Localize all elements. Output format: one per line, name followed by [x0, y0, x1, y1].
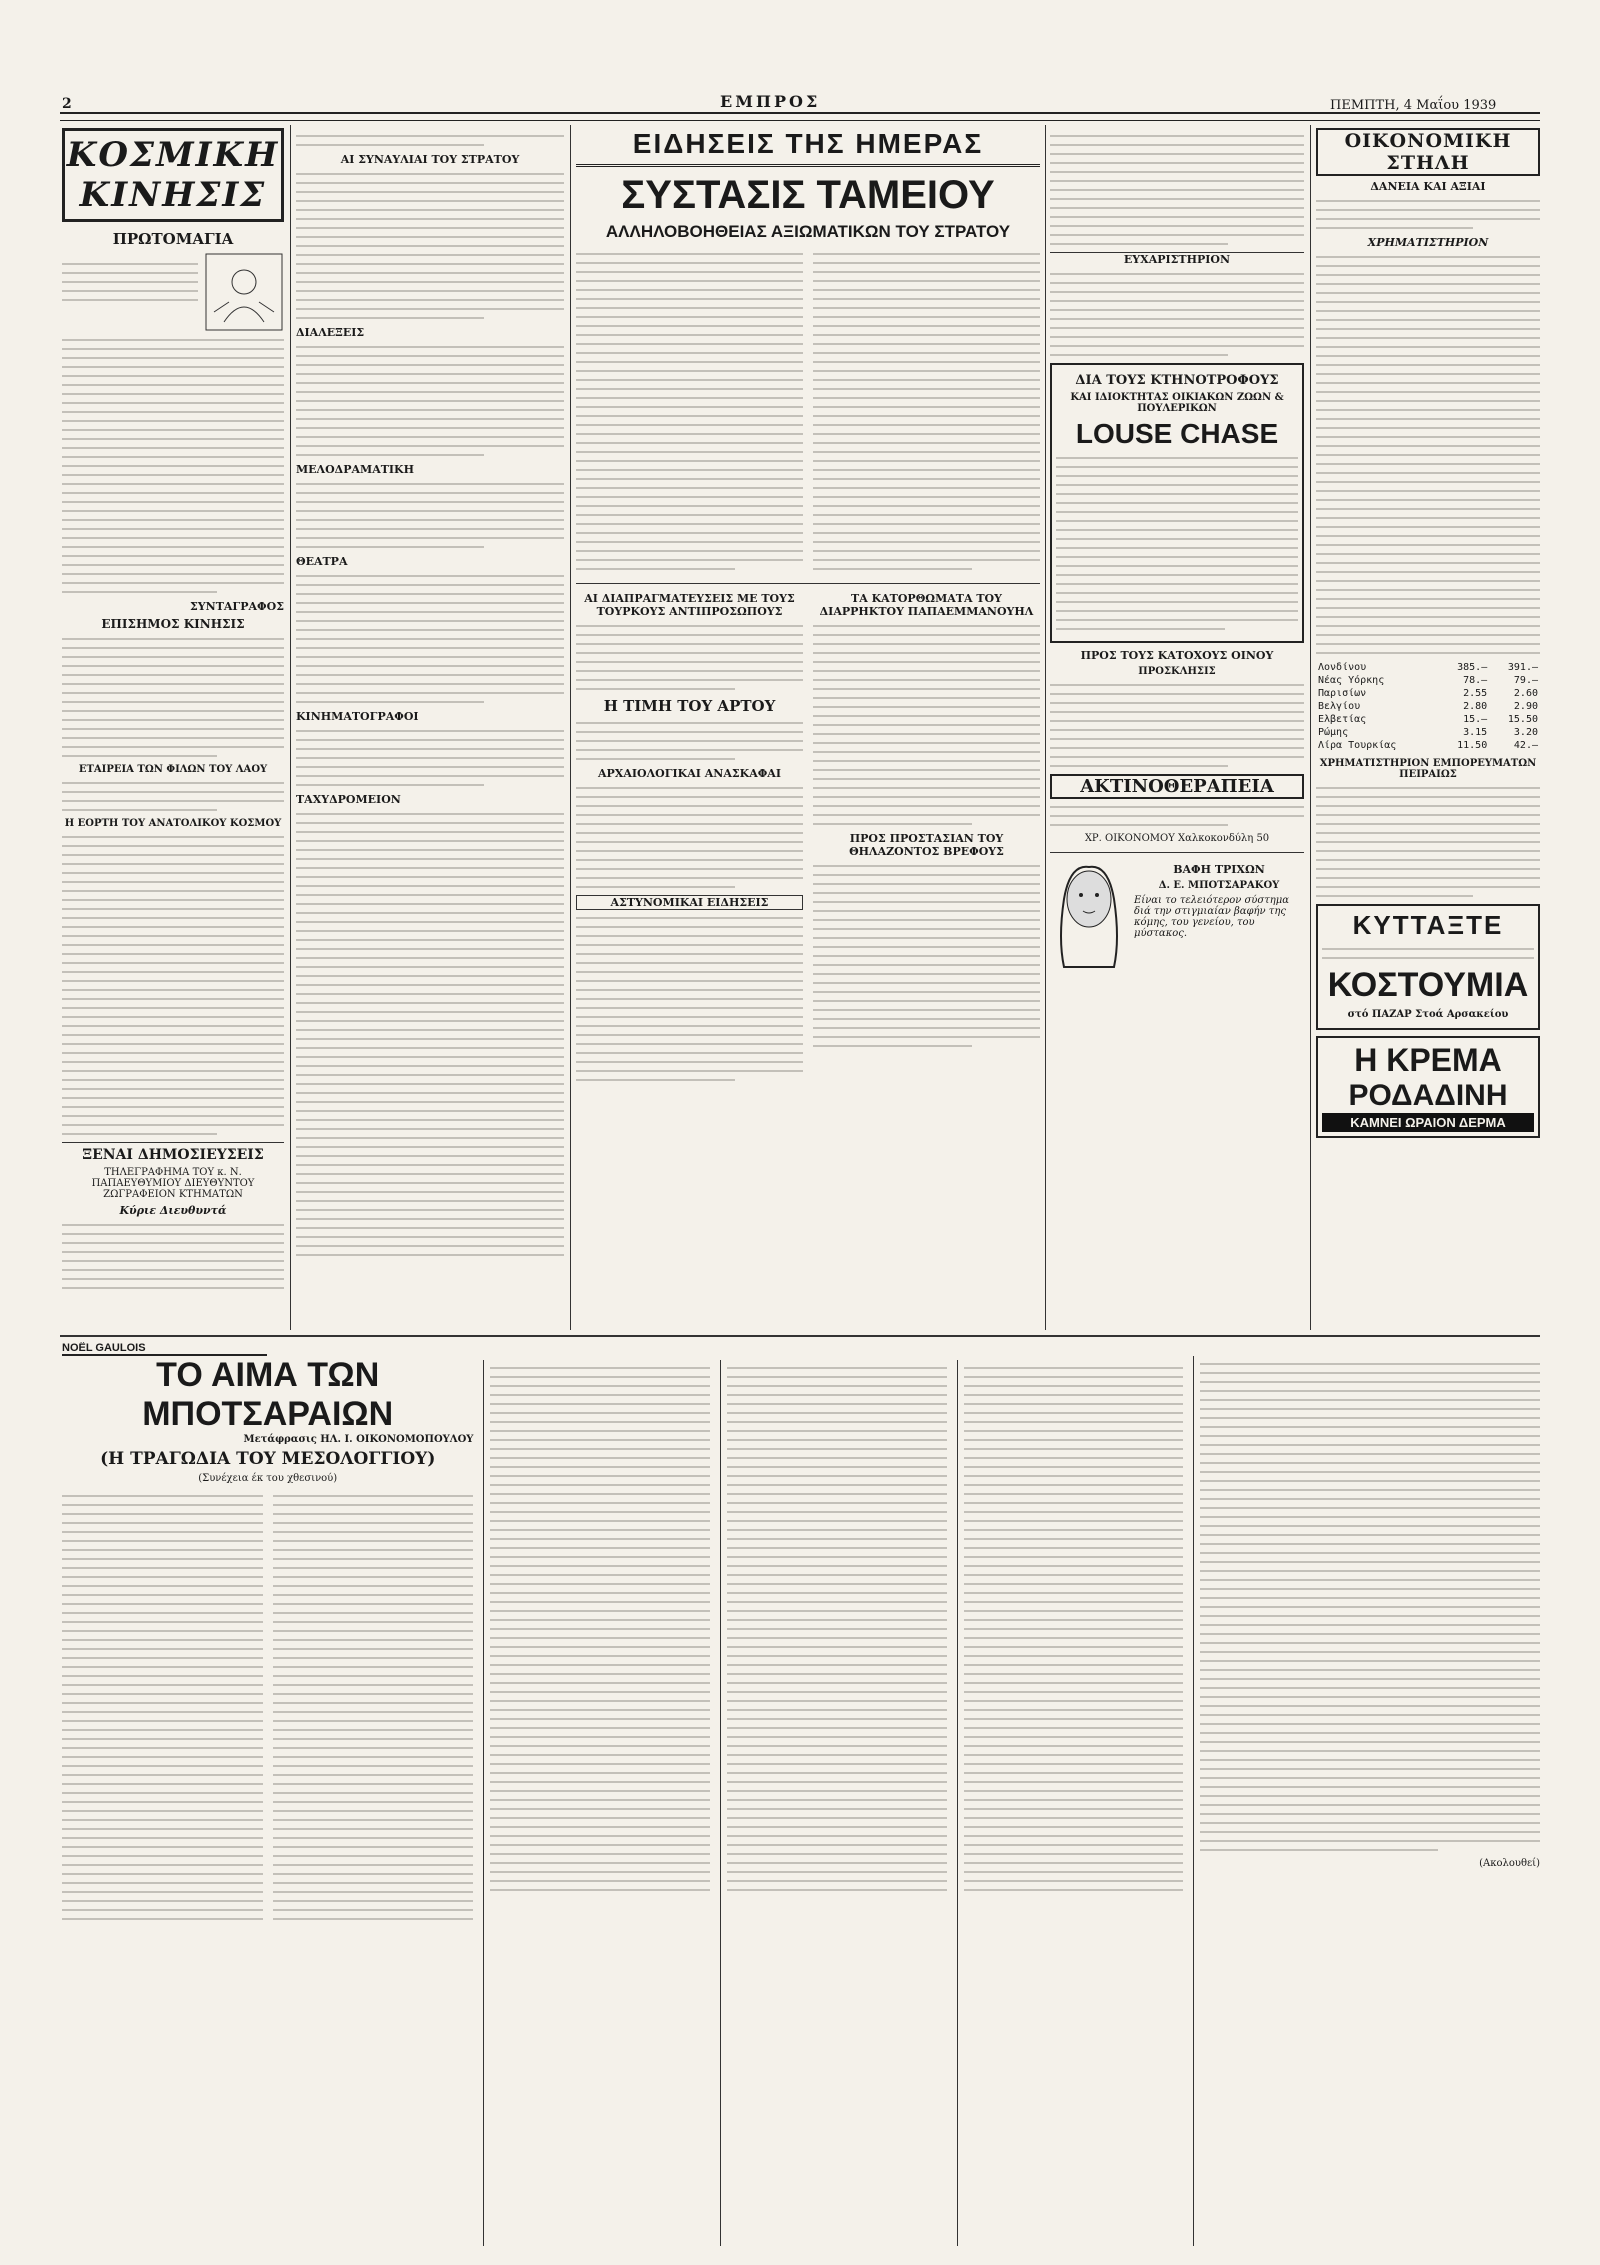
text-block	[813, 625, 1040, 825]
section-title-etaireia: ΕΤΑΙΡΕΙΑ ΤΩΝ ΦΙΛΩΝ ΤΟΥ ΛΑΟΥ	[78, 764, 268, 775]
ad-krema-line1: Η ΚΡΕΜΑ	[1354, 1042, 1502, 1078]
price-table	[1316, 256, 1540, 654]
heading-diapragmateuseis: ΑΙ ΔΙΑΠΡΑΓΜΑΤΕΥΣΕΙΣ ΜΕ ΤΟΥΣ ΤΟΥΡΚΟΥΣ ΑΝΤΙΠΡΟΣΩΠΟΥΣ	[584, 592, 795, 618]
text-block	[62, 1224, 284, 1289]
ad-krema-rodadini	[1316, 1036, 1540, 1138]
column-news-of-day	[576, 128, 1040, 1333]
text-block	[296, 346, 564, 456]
text-block	[62, 339, 284, 593]
column-notices	[1050, 128, 1304, 1333]
section-title-xenai: ΞΕΝΑΙ ΔΗΜΟΣΙΕΥΣΕΙΣ	[62, 1142, 284, 1163]
text-block	[1200, 1363, 1540, 1851]
text-block	[62, 836, 284, 1135]
heading-katoxous-oinou: ΠΡΟΣ ΤΟΥΣ ΚΑΤΟΧΟΥΣ ΟΙΝΟΥ	[1080, 649, 1274, 662]
section-title-episimos: ΕΠΙΣΗΜΟΣ ΚΙΝΗΣΙΣ	[101, 617, 245, 631]
fx-cell-name: Λονδίνου	[1318, 662, 1367, 673]
text-block	[576, 625, 803, 690]
finance-subtitle-chrimatistirion: ΧΡΗΜΑΤΙΣΤΗΡΙΟΝ	[1367, 236, 1489, 249]
text-block	[1050, 684, 1304, 767]
fx-cell-b: 42.—	[1513, 740, 1538, 751]
fx-cell-a: 11.50	[1457, 740, 1488, 751]
text-block	[1056, 457, 1298, 630]
ad-krema-line2: ΡΟΔΑΔΙΝΗ	[1348, 1079, 1508, 1112]
heading-astynomikai: ΑΣΤΥΝΟΜΙΚΑΙ ΕΙΔΗΣΕΙΣ	[576, 895, 803, 910]
fx-cell-name: Νέας Υόρκης	[1318, 675, 1385, 686]
fx-cell-b: 2.90	[1513, 701, 1538, 712]
ad-vafi-maker: Δ. Ε. ΜΠΟΤΣΑΡΑΚΟΥ	[1158, 880, 1280, 891]
text-block	[273, 1488, 474, 1927]
serial-column-5	[1193, 1356, 1540, 2246]
fx-cell-a: 78.—	[1463, 675, 1488, 686]
text-block	[62, 1488, 263, 1927]
heading-taxydromeion: ΤΑΧΥΔΡΟΜΕΙΟΝ	[296, 793, 401, 806]
heading-theatra: ΘΕΑΤΡΑ	[296, 555, 348, 568]
ad-line-ktinotrofous: ΔΙΑ ΤΟΥΣ ΚΤΗΝΟΤΡΟΦΟΥΣ	[1075, 373, 1279, 388]
heading-melodramatiki: ΜΕΛΟΔΡΑΜΑΤΙΚΗ	[296, 463, 415, 476]
serial-end-note: (Ακολουθεί)	[1479, 1858, 1540, 1869]
letter-salutation: Κύριε Διευθυντά	[119, 1204, 227, 1217]
ad-krema-line3: ΚΑΜΝΕΙ ΩΡΑΙΟΝ ΔΕΡΜΑ	[1322, 1113, 1534, 1132]
text-block	[1050, 273, 1304, 356]
serial-column-2	[483, 1360, 710, 2246]
serial-column-3	[720, 1360, 947, 2246]
ad-kostoumia	[1316, 904, 1540, 1030]
fx-cell-a: 15.—	[1463, 714, 1488, 725]
section-rule	[60, 1335, 1540, 1337]
page-number: 2	[62, 96, 72, 112]
ad-vafi-trichon	[1050, 852, 1304, 969]
serial-label: NOËL GAULOIS	[62, 1342, 267, 1356]
text-block	[813, 865, 1040, 1047]
text-block	[576, 917, 803, 1081]
ad-vafi-slogan: Είναι το τελειότερον σύστημα διά την στιγμιαίαν βαφήν της κόμης, του γενείου, του μύστακος.	[1134, 895, 1289, 939]
decorative-vignette-icon	[204, 252, 284, 332]
fx-cell-name: Λίρα Τουρκίας	[1318, 740, 1397, 751]
kicker-eidiseis: ΕΙΔΗΣΕΙΣ ΤΗΣ ΗΜΕΡΑΣ	[576, 128, 1040, 167]
exchange-rate-table	[1316, 661, 1540, 752]
masthead-rule	[60, 112, 1540, 121]
fx-row	[1316, 700, 1540, 713]
text-block	[576, 787, 803, 888]
fx-cell-name: Ρώμης	[1318, 727, 1349, 738]
text-block	[576, 246, 803, 577]
text-block	[1316, 787, 1540, 897]
heading-timi-artou: Η ΤΙΜΗ ΤΟΥ ΑΡΤΟΥ	[603, 697, 776, 715]
heading-dialexeis: ΔΙΑΛΕΞΕΙΣ	[296, 326, 365, 339]
text-block	[1322, 948, 1534, 959]
heading-archaiologikai: ΑΡΧΑΙΟΛΟΓΙΚΑΙ ΑΝΑΣΚΑΦΑΙ	[597, 767, 781, 780]
column-announcements	[296, 128, 564, 1333]
fx-cell-a: 3.15	[1463, 727, 1488, 738]
headline-systasis: ΣΥΣΤΑΣΙΣ ΤΑΜΕΙΟΥ	[621, 173, 995, 217]
fx-row	[1316, 674, 1540, 687]
text-block	[1316, 200, 1540, 229]
woman-portrait-icon	[1050, 859, 1128, 969]
fx-cell-name: Ελβετίας	[1318, 714, 1367, 725]
finance-title: ΟΙΚΟΝΟΜΙΚΗ ΣΤΗΛΗ	[1316, 128, 1540, 176]
section-title-protomagia: ΠΡΩΤΟΜΑΓΙΑ	[112, 230, 234, 248]
fx-cell-b: 15.50	[1507, 714, 1538, 725]
heading-synavlies: ΑΙ ΣΥΝΑΥΛΙΑΙ ΤΟΥ ΣΤΡΑΤΟΥ	[340, 153, 520, 166]
heading-kinimatografoi: ΚΙΝΗΜΑΤΟΓΡΑΦΟΙ	[296, 710, 419, 723]
text-block	[62, 782, 284, 811]
text-block	[1050, 806, 1304, 826]
text-block	[296, 730, 564, 786]
heading-prostasia: ΠΡΟΣ ΠΡΟΣΤΑΣΙΑΝ ΤΟΥ ΘΗΛΑΖΟΝΤΟΣ ΒΡΕΦΟΥΣ	[849, 832, 1004, 858]
serial-translator: Μετάφρασις ΗΛ. Ι. ΟΙΚΟΝΟΜΟΠΟΥΛΟΥ	[243, 1434, 474, 1445]
column-rule	[570, 125, 571, 1330]
ad-kostoumia-address: στό ΠΑΖΑΡ Στοά Αρσακείου	[1347, 1009, 1509, 1020]
text-block	[1050, 135, 1304, 245]
column-rule	[290, 125, 291, 1330]
serial-section	[62, 1342, 1540, 2252]
paper-name: ΕΜΠΡΟΣ	[720, 92, 821, 111]
text-block	[296, 575, 564, 703]
fx-row	[1316, 739, 1540, 752]
fx-cell-a: 385.—	[1457, 662, 1488, 673]
aktinotherapeia-signature: ΧΡ. ΟΙΚΟΝΟΜΟΥ Χαλκοκονδύλη 50	[1084, 833, 1270, 844]
column-kosmiki	[62, 128, 284, 1333]
byline: ΣΥΝΤΑΓΡΑΦΟΣ	[190, 600, 284, 613]
ad-kyttaxte: ΚΥΤΤΑΞΤΕ	[1352, 910, 1504, 940]
subheading-prosklisis: ΠΡΟΣΚΛΗΣΙΣ	[1138, 666, 1216, 677]
fx-cell-b: 3.20	[1513, 727, 1538, 738]
section-title-eorti: Η ΕΟΡΤΗ ΤΟΥ ΑΝΑΤΟΛΙΚΟΥ ΚΟΣΜΟΥ	[64, 818, 282, 829]
finance-subtitle-emporevmata: ΧΡΗΜΑΤΙΣΤΗΡΙΟΝ ΕΜΠΟΡΕΥΜΑΤΩΝ ΠΕΙΡΑΙΩΣ	[1319, 758, 1537, 780]
column-diapragmateuseis	[576, 588, 803, 1088]
text-block	[296, 173, 564, 319]
fx-cell-b: 2.60	[1513, 688, 1538, 699]
ad-louse-chase	[1050, 363, 1304, 643]
column-katorthomata	[813, 588, 1040, 1088]
ad-brand-louse-chase: LOUSE CHASE	[1075, 418, 1279, 449]
heading-aktinotherapeia: ΑΚΤΙΝΟΘΕΡΑΠΕΙΑ	[1050, 774, 1304, 799]
column-rule	[1045, 125, 1046, 1330]
section-subtitle-xenai: ΤΗΛΕΓΡΑΦΗΜΑ ΤΟΥ κ. Ν. ΠΑΠΑΕΥΘΥΜΙΟΥ ΔΙΕΥΘΥΝΤΟΥ ΖΩΓΡΑΦΕΙΟΝ ΚΤΗΜΑΤΩΝ	[91, 1167, 255, 1200]
finance-subtitle-daneia: ΔΑΝΕΙΑ ΚΑΙ ΑΞΙΑΙ	[1370, 180, 1486, 193]
column-rule	[1310, 125, 1311, 1330]
serial-column-4	[957, 1360, 1184, 2246]
text-block	[296, 135, 564, 146]
text-block	[296, 813, 564, 1256]
text-block	[813, 246, 1040, 577]
date-line: ΠΕΜΠΤΗ, 4 Μαΐου 1939	[1330, 98, 1497, 113]
banner-kosmiki: ΚΟΣΜΙΚΗ ΚΙΝΗΣΙΣ	[62, 128, 284, 222]
heading-katorthomata: ΤΑ ΚΑΤΟΡΘΩΜΑΤΑ ΤΟΥ ΔΙΑΡΡΗΚΤΟΥ ΠΑΠΑΕΜΜΑΝΟΥΗΛ	[819, 592, 1034, 618]
text-block	[296, 483, 564, 548]
serial-title: ΤΟ ΑΙΜΑ ΤΩΝ ΜΠΟΤΣΑΡΑΙΩΝ	[142, 1356, 394, 1433]
heading-eucharistirion: ΕΥΧΑΡΙΣΤΗΡΙΟΝ	[1050, 252, 1304, 266]
subhead-allilovoitheia: ΑΛΛΗΛΟΒΟΗΘΕΙΑΣ ΑΞΙΩΜΑΤΙΚΩΝ ΤΟΥ ΣΤΡΑΤΟΥ	[605, 222, 1011, 241]
serial-title-column	[62, 1356, 473, 2246]
fx-cell-name: Βελγίου	[1318, 701, 1361, 712]
serial-continuation: (Συνέχεια έκ του χθεσινού)	[198, 1473, 338, 1484]
text-block	[62, 638, 284, 757]
fx-cell-a: 2.80	[1463, 701, 1488, 712]
fx-cell-name: Παρισίων	[1318, 688, 1367, 699]
text-block	[62, 256, 198, 332]
fx-cell-b: 391.—	[1507, 662, 1538, 673]
fx-row	[1316, 713, 1540, 726]
text-block	[576, 722, 803, 760]
column-finance	[1316, 128, 1540, 1333]
fx-row	[1316, 726, 1540, 739]
fx-cell-a: 2.55	[1463, 688, 1488, 699]
ad-kostoumia-title: ΚΟΣΤΟΥΜΙΑ	[1327, 966, 1529, 1004]
fx-row	[1316, 687, 1540, 700]
ad-line-idioktitas: ΚΑΙ ΙΔΙΟΚΤΗΤΑΣ ΟΙΚΙΑΚΩΝ ΖΩΩΝ & ΠΟΥΛΕΡΙΚΩΝ	[1070, 392, 1284, 414]
ad-vafi-title: ΒΑΦΗ ΤΡΙΧΩΝ	[1173, 863, 1265, 876]
fx-cell-b: 79.—	[1513, 675, 1538, 686]
fx-row	[1316, 661, 1540, 674]
serial-subtitle: (Η ΤΡΑΓΩΔΙΑ ΤΟΥ ΜΕΣΟΛΟΓΓΙΟΥ)	[100, 1449, 436, 1469]
